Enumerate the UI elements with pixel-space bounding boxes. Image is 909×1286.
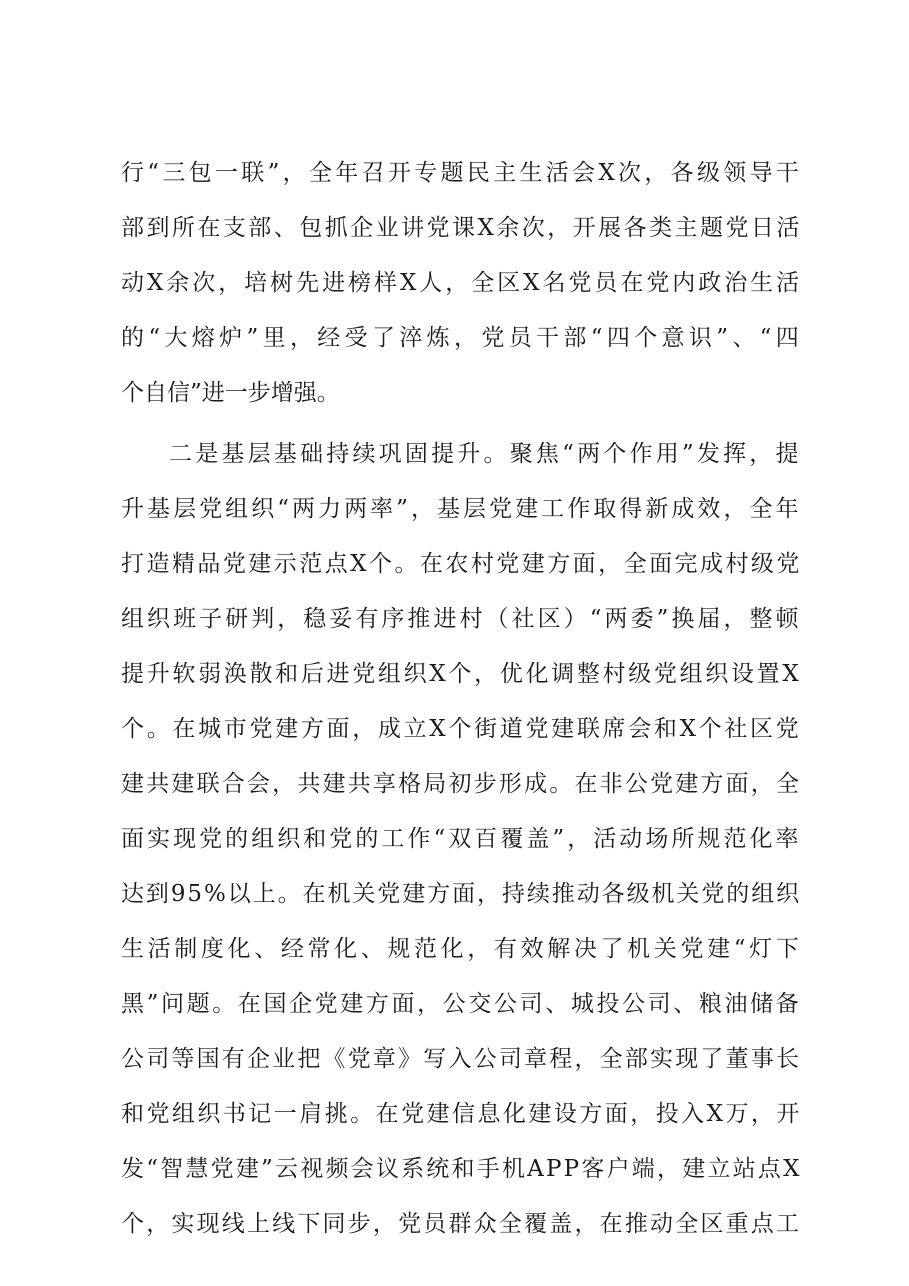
text-line: 个。在城市党建方面，成立X个街道党建联席会和X个社区党: [121, 716, 802, 742]
paragraph2-line: [121, 934, 803, 964]
paragraph2-line: [121, 1154, 802, 1184]
text-line: 组织班子研判，稳妥有序推进村（社区）“两委”换届，整顿: [121, 606, 802, 632]
paragraph1-line: [121, 213, 802, 243]
text-line: 公司等国有企业把《党章》写入公司章程，全部实现了董事长: [121, 1046, 802, 1072]
text-line: 部到所在支部、包抓企业讲党课X余次，开展各类主题党日活: [121, 215, 802, 241]
text-line: 动X余次，培树先进榜样X人，全区X名党员在党内政治生活: [121, 270, 803, 296]
paragraph2-line: [121, 1099, 802, 1129]
text-line: 建共建联合会，共建共享格局初步形成。在非公党建方面，全: [121, 771, 802, 797]
text-line: 升基层党组织“两力两率”，基层党建工作取得新成效，全年: [121, 496, 802, 522]
text-line: 个，实现线上线下同步，党员群众全覆盖，在推动全区重点工: [121, 1211, 802, 1237]
paragraph1-line: [121, 378, 340, 408]
paragraph1-line: [121, 268, 803, 298]
paragraph2-line: [121, 989, 802, 1019]
text-line: 发“智慧党建”云视频会议系统和手机APP客户端，建立站点X: [121, 1156, 802, 1182]
body-text: [121, 0, 804, 1286]
text-line: 个自信”进一步增强。: [121, 380, 340, 406]
text-line: 面实现党的组织和党的工作“双百覆盖”，活动场所规范化率: [121, 826, 802, 852]
paragraph2-line: [121, 1044, 802, 1074]
paragraph2-line: [121, 714, 802, 744]
text-line: 行“三包一联”，全年召开专题民主生活会X次，各级领导干: [121, 160, 803, 186]
paragraph2-line: [121, 549, 802, 579]
paragraph2-line: [121, 494, 802, 524]
paragraph1-line: [121, 323, 804, 353]
text-line: 提升软弱涣散和后进党组织X个，优化调整村级党组织设置X: [121, 661, 802, 687]
paragraph2-line: [121, 1209, 802, 1239]
text-line: 二是基层基础持续巩固提升。聚焦“两个作用”发挥，提: [169, 441, 802, 467]
paragraph1-line: [121, 158, 803, 188]
text-line: 和党组织书记一肩挑。在党建信息化建设方面，投入X万，开: [121, 1101, 802, 1127]
paragraph2-line: [121, 659, 802, 689]
paragraph2-line: [121, 769, 802, 799]
paragraph2-line: [121, 604, 802, 634]
text-line: 的“大熔炉”里，经受了淬炼，党员干部“四个意识”、“四: [121, 325, 804, 351]
paragraph2-line: [121, 879, 802, 909]
text-line: 打造精品党建示范点X个。在农村党建方面，全面完成村级党: [121, 551, 802, 577]
text-line: 生活制度化、经常化、规范化，有效解决了机关党建“灯下: [121, 936, 803, 962]
text-line: 达到95%以上。在机关党建方面，持续推动各级机关党的组织: [121, 881, 802, 907]
paragraph2-line: [169, 439, 802, 469]
paragraph2-line: [121, 824, 802, 854]
text-line: 黑”问题。在国企党建方面，公交公司、城投公司、粮油储备: [121, 991, 802, 1017]
